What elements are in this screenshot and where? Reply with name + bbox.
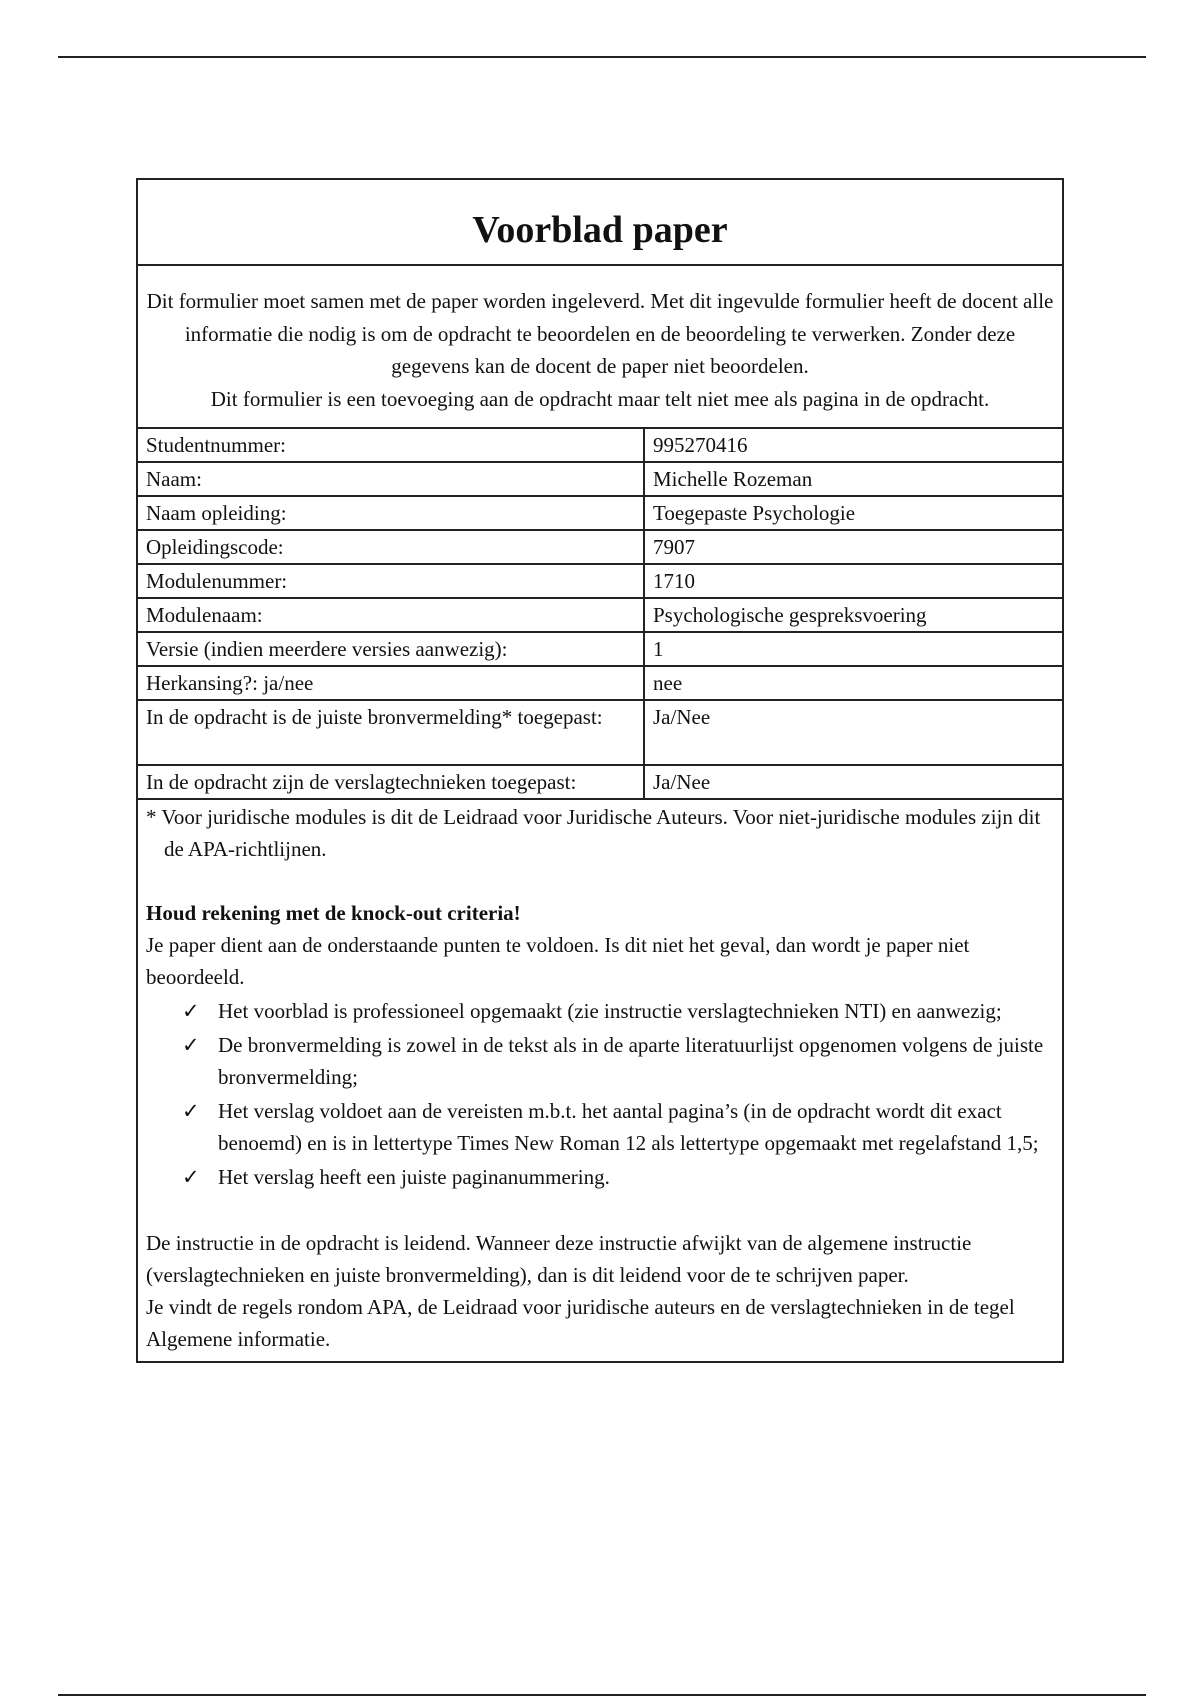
field-label-opleidingscode: Opleidingscode:	[138, 530, 644, 564]
table-row	[138, 530, 1062, 564]
footnote: * Voor juridische modules is dit de Leidraad voor Juridische Auteurs. Voor niet-juridische modules zijn dit de APA-richtlijnen.	[146, 805, 1041, 861]
cover-form	[136, 178, 1064, 1363]
table-row	[138, 632, 1062, 666]
student-info-table	[138, 429, 1062, 800]
field-value-studentnummer: 995270416	[644, 429, 1062, 462]
field-value-opleidingscode: 7907	[644, 530, 1062, 564]
list-item	[182, 1095, 1054, 1159]
intro-paragraph-2: Dit formulier is een toevoeging aan de opdracht maar telt niet mee als pagina in de opdracht.	[210, 386, 990, 411]
spacer	[146, 1195, 1054, 1227]
criterion-text: De bronvermelding is zowel in de tekst als in de aparte literatuurlijst opgenomen volgens de juiste bronvermelding;	[218, 1033, 1044, 1089]
table-row	[138, 564, 1062, 598]
checkmark-icon: ✓	[182, 1033, 200, 1057]
form-title: Voorblad paper	[472, 209, 728, 251]
checkmark-icon: ✓	[182, 1099, 200, 1123]
knockout-criteria-list	[146, 995, 1054, 1193]
criterion-text: Het verslag voldoet aan de vereisten m.b.t. het aantal pagina’s (in de opdracht wordt dit exact benoemd) en is in lettertype Times New Roman 12 als lettertype opgemaakt met regelafstand 1,5;	[218, 1099, 1039, 1155]
knockout-heading: Houd rekening met de knock-out criteria!	[146, 901, 521, 925]
form-intro	[138, 266, 1062, 429]
field-label-studentnummer: Studentnummer:	[138, 429, 644, 462]
spacer	[146, 865, 1054, 897]
field-label-naam-opleiding: Naam opleiding:	[138, 496, 644, 530]
table-row	[138, 598, 1062, 632]
table-row	[138, 765, 1062, 799]
table-row	[138, 462, 1062, 496]
table-row	[138, 429, 1062, 462]
checkmark-icon: ✓	[182, 999, 200, 1023]
table-row	[138, 496, 1062, 530]
field-label-naam: Naam:	[138, 462, 644, 496]
list-item	[182, 1029, 1054, 1093]
field-label-verslagtechnieken: In de opdracht zijn de verslagtechnieken toegepast:	[138, 765, 644, 799]
field-value-versie: 1	[644, 632, 1062, 666]
title-row	[138, 180, 1062, 266]
table-row	[138, 700, 1062, 765]
field-value-naam: Michelle Rozeman	[644, 462, 1062, 496]
list-item	[182, 995, 1054, 1027]
field-label-bronvermelding: In de opdracht is de juiste bronvermelding* toegepast:	[138, 700, 644, 765]
field-value-herkansing: nee	[644, 666, 1062, 700]
notes-section	[138, 800, 1062, 1361]
field-label-modulenummer: Modulenummer:	[138, 564, 644, 598]
knockout-intro: Je paper dient aan de onderstaande punten te voldoen. Is dit niet het geval, dan wordt je paper niet beoordeeld.	[146, 933, 970, 989]
closing-paragraph-1: De instructie in de opdracht is leidend. Wanneer deze instructie afwijkt van de algemene instructie (verslagtechnieken en juiste bronvermelding), dan is dit leidend voor de te schrijven paper.	[146, 1231, 972, 1287]
field-value-naam-opleiding: Toegepaste Psychologie	[644, 496, 1062, 530]
header-rule	[58, 56, 1146, 58]
closing-paragraph-2: Je vindt de regels rondom APA, de Leidraad voor juridische auteurs en de verslagtechnieken in de tegel Algemene informatie.	[146, 1295, 1015, 1351]
field-value-modulenummer: 1710	[644, 564, 1062, 598]
field-value-verslagtechnieken: Ja/Nee	[644, 765, 1062, 799]
intro-paragraph-1: Dit formulier moet samen met de paper worden ingeleverd. Met dit ingevulde formulier heeft de docent alle informatie die nodig is om de opdracht te beoordelen en de beoordeling te verwerken. Zonder deze gegevens kan de docent de paper niet beoordelen.	[146, 289, 1054, 378]
field-label-versie: Versie (indien meerdere versies aanwezig):	[138, 632, 644, 666]
field-label-modulenaam: Modulenaam:	[138, 598, 644, 632]
field-label-herkansing: Herkansing?: ja/nee	[138, 666, 644, 700]
field-value-modulenaam: Psychologische gespreksvoering	[644, 598, 1062, 632]
field-value-bronvermelding: Ja/Nee	[644, 700, 1062, 765]
table-row	[138, 666, 1062, 700]
checkmark-icon: ✓	[182, 1165, 200, 1189]
list-item	[182, 1161, 1054, 1193]
criterion-text: Het verslag heeft een juiste paginanummering.	[218, 1165, 610, 1189]
criterion-text: Het voorblad is professioneel opgemaakt (zie instructie verslagtechnieken NTI) en aanwezig;	[218, 999, 1002, 1023]
footer-rule	[58, 1694, 1146, 1696]
